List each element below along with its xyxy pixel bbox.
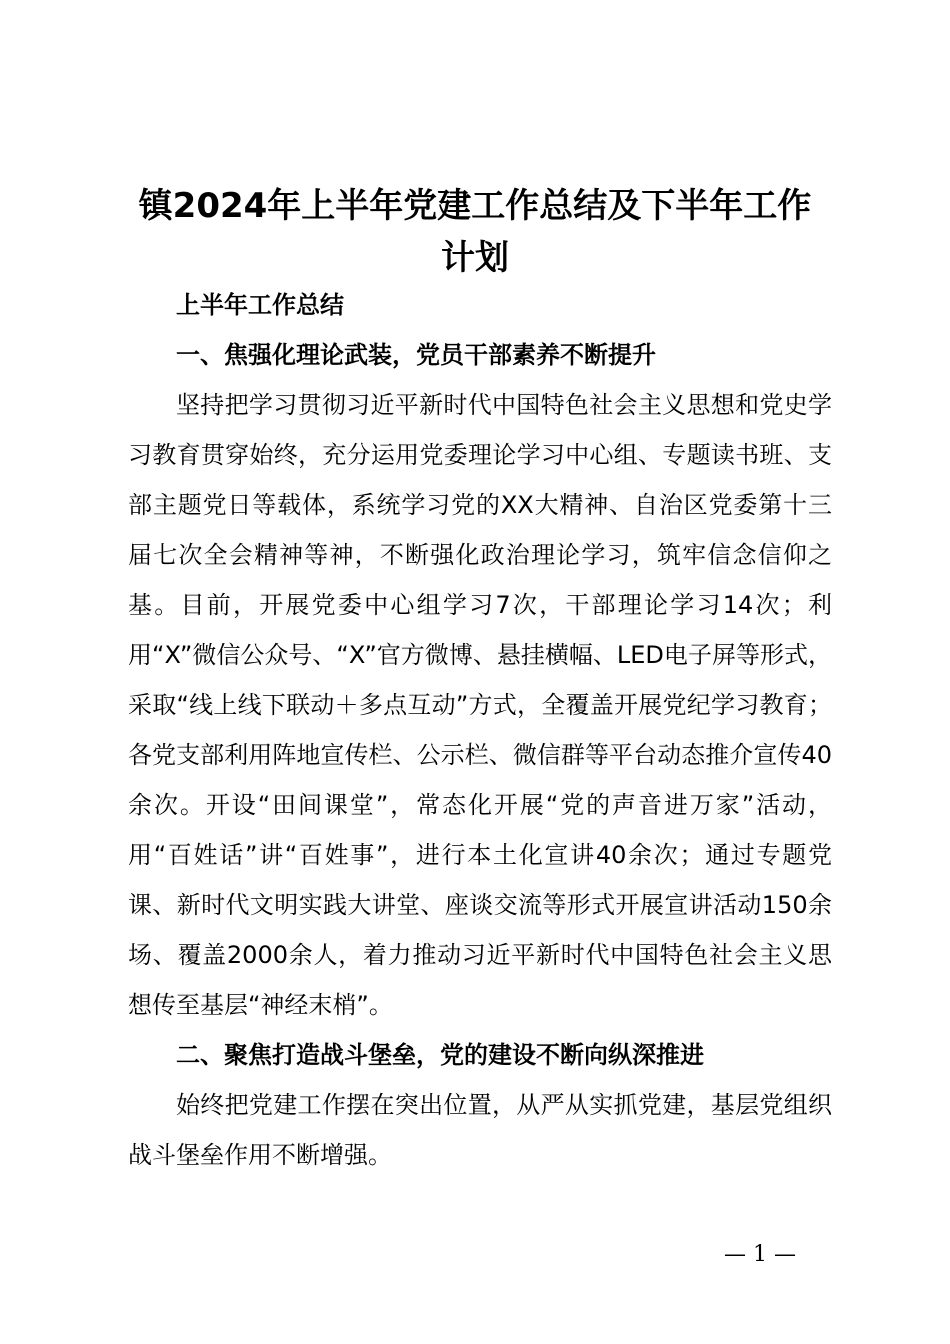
- heading-2: 二、聚焦打造战斗堡垒，党的建设不断向纵深推进: [176, 1041, 704, 1069]
- section-heading: 上半年工作总结: [176, 291, 344, 319]
- paragraph-2: 始终把党建工作摆在突出位置，从严从实抓党建，基层党组织战斗堡垒作用不断增强。: [128, 1091, 832, 1169]
- document-title: 镇2024年上半年党建工作总结及下半年工作计划: [138, 186, 812, 278]
- paragraph-1: 坚持把学习贯彻习近平新时代中国特色社会主义思想和党史学习教育贯穿始终，充分运用党委理论学习中心组、专题读书班、支部主题党日等载体，系统学习党的XX大精神、自治区党委第十三届七次全会精神等神，不断强化政治理论学习，筑牢信念信仰之基。目前，开展党委中心组学习7次，干部理论学习14次；利用“X”微信公众号、“X”官方微博、悬挂横幅、LED电子屏等形式，采取“线上线下联动＋多点互动”方式，全覆盖开展党纪学习教育；各党支部利用阵地宣传栏、公示栏、微信群等平台动态推介宣传40余次。开设“田间课堂”，常态化开展“党的声音进万家”活动，用“百姓话”讲“百姓事”，进行本土化宣讲40余次；通过专题党课、新时代文明实践大讲堂、座谈交流等形式开展宣讲活动150余场、覆盖2000余人，着力推动习近平新时代中国特色社会主义思想传至基层“神经末梢”。: [128, 391, 832, 1019]
- document-body: [128, 280, 832, 1180]
- heading-1: 一、焦强化理论武装，党员干部素养不断提升: [176, 341, 656, 369]
- page-number: — 1 —: [724, 1242, 796, 1267]
